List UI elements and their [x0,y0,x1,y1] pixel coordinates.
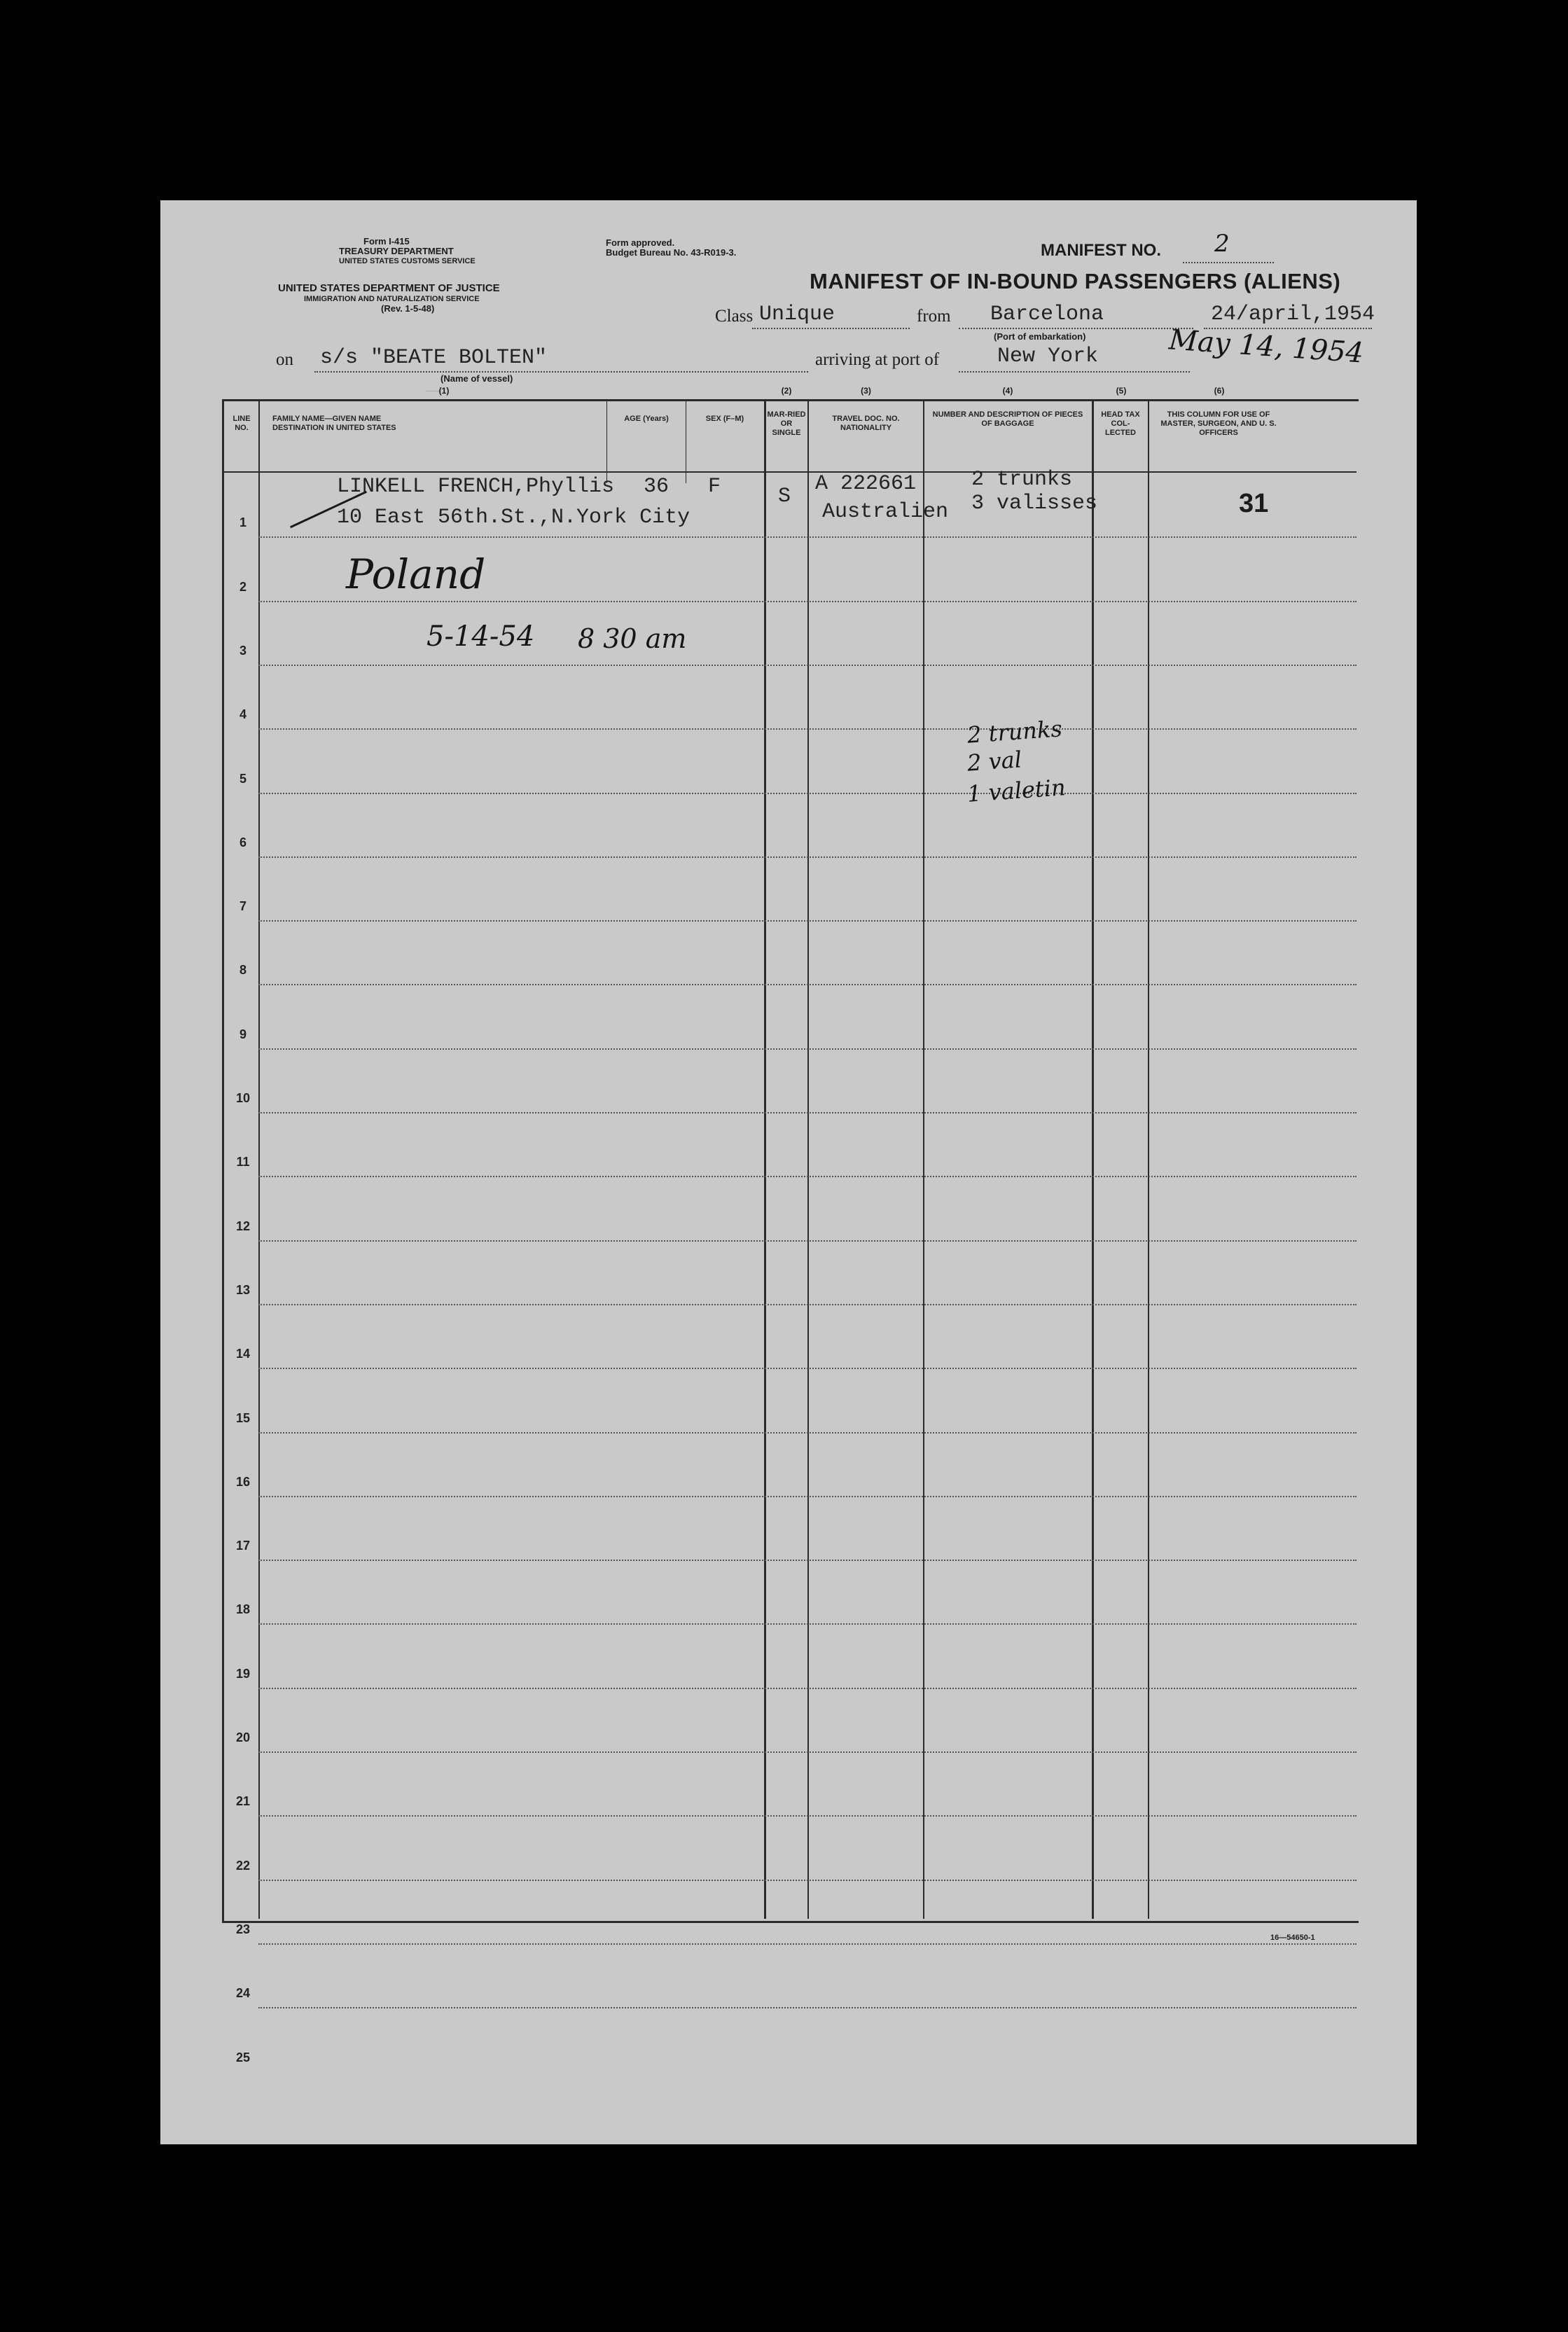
row-divider [258,1240,1357,1242]
class-line [752,328,910,329]
header-divider [222,471,1357,473]
header-officer-use: THIS COLUMN FOR USE OF MASTER, SURGEON, AND U. S. OFFICERS [1160,410,1277,437]
header-travel-doc: TRAVEL DOC. NO. NATIONALITY [832,415,900,432]
row-number: 6 [239,835,247,849]
column-number: (6) [1214,386,1225,396]
header-name-destination: FAMILY NAME—GIVEN NAME DESTINATION IN UNITED STATES [272,415,396,432]
row-divider [258,1560,1357,1561]
passenger-sex: F [708,475,721,499]
inspection-time: 8 30 am [578,623,687,654]
handwritten-baggage-2: 2 val [966,746,1023,777]
passenger-table [222,399,1359,1923]
row-number: 17 [235,1539,251,1553]
row-divider [258,728,1357,730]
row-divider [258,665,1357,666]
row-number: 23 [235,1922,251,1936]
baggage-trunks: 2 trunks [971,468,1073,492]
row-divider [258,1496,1357,1497]
manifest-no-label: MANIFEST NO. [1041,241,1161,260]
from-value: Barcelona [990,303,1104,326]
inspector-signature: Poland [346,550,486,598]
row-number: 22 [235,1859,251,1873]
passenger-marital: S [778,485,791,508]
row-number: 4 [239,707,247,721]
manifest-no-value: 2 [1214,230,1230,258]
row-divider [258,536,1357,538]
row-number: 9 [239,1027,247,1041]
row-number: 8 [239,963,247,977]
row-number: 21 [235,1794,251,1808]
passenger-age: 36 [644,475,669,499]
arriving-port-line [959,371,1190,373]
travel-doc-number: A 222661 [815,472,917,496]
justice-department: UNITED STATES DEPARTMENT OF JUSTICE [278,282,500,294]
column-number: (2) [781,386,792,396]
column-divider [764,399,766,1919]
column-divider [606,399,607,483]
row-divider [258,920,1357,922]
column-number: (1) [438,386,450,396]
passenger-nationality: Australien [822,500,949,524]
vessel-line [314,371,808,373]
embarkation-label: (Port of embarkation) [994,331,1086,342]
vessel-name: s/s "BEATE BOLTEN" [320,346,548,370]
column-divider [1148,399,1149,1919]
baggage-valisses: 3 valisses [971,492,1098,515]
row-number: 20 [235,1730,251,1744]
row-number: 24 [235,1986,251,2000]
vessel-label: (Name of vessel) [440,373,513,384]
row-divider [258,1048,1357,1050]
form-code: 16—54650-1 [1270,1934,1315,1942]
row-divider [258,1688,1357,1689]
passenger-name: LINKELL FRENCH,Phyllis [337,475,615,499]
row-divider [258,984,1357,985]
column-number: (4) [1002,386,1013,396]
row-number: 11 [236,1155,250,1169]
row-divider [258,1368,1357,1369]
form-approved: Form approved. [606,237,675,248]
row-divider [258,601,1357,602]
on-label: on [276,350,293,369]
row-number: 14 [235,1347,251,1361]
row-divider [258,1943,1357,1945]
column-number: (3) [861,386,871,396]
arriving-port: New York [997,345,1099,368]
row-number: 7 [239,899,247,913]
column-divider [258,399,260,1919]
from-label: from [917,307,951,326]
row-number: 15 [235,1411,251,1425]
class-value: Unique [759,303,835,326]
header-married-single: MAR-RIED OR SINGLE [767,410,806,437]
header-age: AGE (Years) [624,415,669,423]
treasury-department: TREASURY DEPARTMENT [339,246,454,256]
class-label: Class [715,307,754,326]
row-divider [258,793,1357,794]
row-number: 1 [239,515,247,529]
row-divider [258,856,1357,858]
row-divider [258,2007,1357,2008]
row-divider [258,1176,1357,1177]
header-head-tax: HEAD TAX COL-LECTED [1101,410,1140,437]
embarkation-date: 24/april,1954 [1211,303,1375,326]
row-divider [258,1112,1357,1113]
row-number: 16 [235,1475,251,1489]
row-divider [258,1432,1357,1434]
manifest-title: MANIFEST OF IN-BOUND PASSENGERS (ALIENS) [810,269,1341,293]
column-divider [1092,399,1094,1919]
row-number: 19 [235,1667,251,1681]
handwritten-baggage-3: 1 valetin [966,774,1067,807]
officer-note: 31 [1239,489,1269,518]
arrival-date: May 14, 1954 [1167,324,1365,370]
form-number: Form I-415 [363,236,410,247]
row-number: 2 [239,580,247,594]
manifest-no-line [1183,262,1274,263]
header-baggage: NUMBER AND DESCRIPTION OF PIECES OF BAGGAGE [932,410,1083,428]
budget-bureau: Budget Bureau No. 43-R019-3. [606,247,737,258]
column-divider [807,399,809,1919]
row-number: 12 [235,1219,251,1233]
row-divider [258,1815,1357,1817]
inspection-date: 5-14-54 [426,620,535,653]
header-sex: SEX (F–M) [705,415,744,423]
header-line-no: LINE NO. [233,415,251,432]
row-number: 5 [239,772,247,786]
row-number: 10 [235,1091,251,1105]
arriving-label: arriving at port of [815,350,940,369]
row-number: 18 [235,1602,251,1616]
revision-date: (Rev. 1-5-48) [381,303,435,314]
row-number: 25 [235,2050,251,2064]
ins-service: IMMIGRATION AND NATURALIZATION SERVICE [304,295,480,303]
customs-service: UNITED STATES CUSTOMS SERVICE [339,257,476,265]
passenger-destination: 10 East 56th.St.,N.York City [337,506,691,529]
column-divider [923,399,924,1919]
row-number: 3 [239,644,247,658]
manifest-page [160,200,1417,2144]
row-number: 13 [235,1283,251,1297]
column-number: (5) [1116,386,1127,396]
row-divider [258,1880,1357,1881]
from-line [959,328,1193,329]
bleed-through-text: — [426,382,440,398]
row-divider [258,1304,1357,1305]
row-divider [258,1751,1357,1753]
handwritten-baggage-1: 2 trunks [966,715,1063,749]
row-divider [258,1623,1357,1625]
